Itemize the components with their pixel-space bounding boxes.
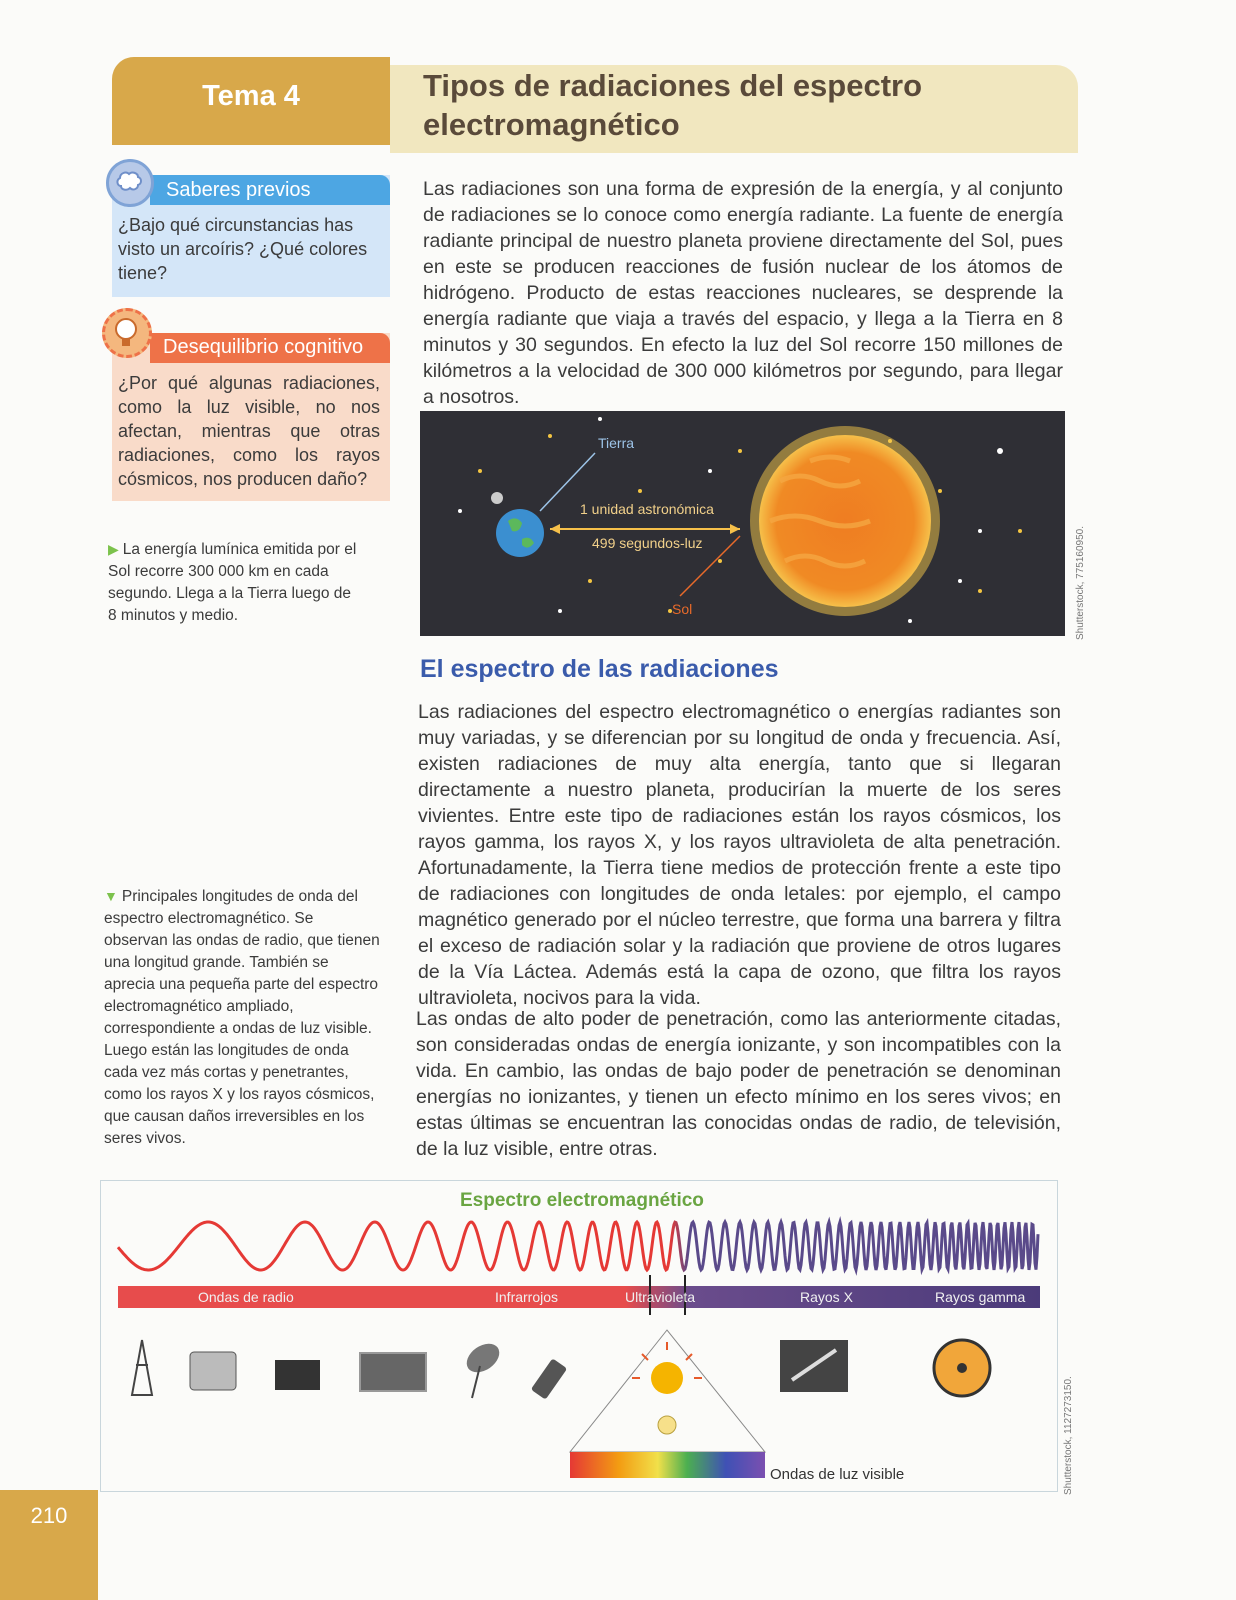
section-paragraph-1: Las radiaciones del espectro electromagnético o energías radiantes son muy variadas, y se diferencian por su longitud de onda y frecuencia. Así, existen radiaciones de muy alta energía, tanto que si llegaran directamente a nuestro planeta, producirían la muerte de los seres vivientes. Entre este tipo de radiaciones están los rayos cósmicos, los rayos gamma, los rayos X, y los rayos ultravioleta de alta penetración. Afortunadamente, la Tierra tiene medios de protección frente a este tipo de radiaciones con longitudes de onda letales: por ejemplo, el campo magnético generado por el núcleo terrestre, que forma una barrera y filtra el exceso de radiación solar y la radiación que proviene de otros lugares de la Vía Láctea. Además está la capa de ozono, que filtra los rayos ultravioleta, nocivos para la vida.: [418, 701, 1061, 1009]
remote-control-icon: [531, 1358, 568, 1399]
desequilibrio-title: Desequilibrio cognitivo: [163, 336, 364, 358]
arrow-right-head: [730, 524, 740, 534]
visible-light-bar: [570, 1452, 765, 1478]
section-paragraph-2: Las ondas de alto poder de penetración, como las anteriormente citadas, son consideradas ondas de energía ionizante, y son incompatibles con la vida. En cambio, las ondas de bajo poder de penetración se denominan energías no ionizantes, y tienen un efecto mínimo en los seres vivos; en estas últimas se encuentran las conocidas ondas de radio, de televisión, de la luz visible, entre otras.: [416, 1008, 1061, 1160]
ua-label: 1 unidad astronómica: [580, 501, 714, 517]
band-infrarrojos: Infrarrojos: [495, 1289, 559, 1305]
satellite-dish-icon: [461, 1338, 504, 1398]
spectrum-credit: Shutterstock, 1127273150.: [1063, 1376, 1074, 1495]
lightbulb-icon: [102, 308, 152, 358]
sun-icon: [651, 1362, 683, 1394]
seconds-label: 499 segundos-luz: [592, 535, 703, 551]
band-rayos-gamma: Rayos gamma: [935, 1289, 1026, 1305]
saberes-previos-title: Saberes previos: [166, 179, 311, 201]
band-ultravioleta: Ultravioleta: [625, 1289, 696, 1305]
page-title: [423, 66, 1063, 144]
sol-label: Sol: [672, 601, 693, 617]
sun-figure-caption: ▶ La energía lumínica emitida por el Sol recorre 300 000 km en cada segundo. Llega a la Tierra luego de 8 minutos y medio.: [108, 541, 357, 624]
triangle-right-icon: ▶: [108, 541, 119, 557]
page-title-line1: Tipos de radiaciones del espectro: [423, 68, 923, 103]
desequilibrio-question: ¿Por qué algunas radiaciones, como la luz visible, no nos afectan, mientras que otras radiaciones, como los rayos cósmicos, nos producen daño?: [118, 373, 380, 489]
radiation-center: [957, 1363, 967, 1373]
earth-shape: [496, 509, 544, 557]
spectrum-title: Espectro electromagnético: [460, 1190, 704, 1211]
page-title-line2: electromagnético: [423, 107, 680, 142]
tema-label: Tema 4: [202, 80, 300, 112]
sun-figure-credit: Shutterstock, 775160950.: [1075, 526, 1086, 640]
stars: [478, 434, 1022, 613]
brain-icon: [106, 159, 154, 207]
section-title: El espectro de las radiaciones: [420, 655, 779, 683]
spectrum-wave: [118, 1222, 1038, 1270]
band-rayos-x: Rayos X: [800, 1289, 853, 1305]
sun-earth-illustration: [420, 411, 1065, 636]
radio-icon: [190, 1352, 236, 1390]
triangle-down-icon: ▼: [104, 888, 118, 904]
tv-icon: [275, 1360, 320, 1390]
tierra-label: Tierra: [598, 435, 635, 451]
page-number: 210: [30, 1503, 68, 1528]
sun-earth-figure: [420, 411, 1065, 636]
intro-paragraph: Las radiaciones son una forma de expresión de la energía, y al conjunto de radiaciones se lo conoce como energía radiante. La fuente de energía radiante principal de nuestro planeta proviene directamente del Sol, pues en este se producen reacciones de fusión nuclear de los átomos de hidrógeno. Producto de estas reacciones nucleares, se desprende la energía radiante que viaja a través del espacio, y llega a la Tierra en 8 minutos y 30 segundos. En efecto la luz del Sol recorre 150 millones de kilómetros a la velocidad de 300 000 kilómetros por segundo, para llegar a nosotros.: [423, 178, 1063, 408]
spectrum-illustration: [100, 1180, 1058, 1492]
radio-tower-icon: [132, 1340, 152, 1395]
microwave-icon: [360, 1353, 426, 1391]
moon-shape: [491, 492, 503, 504]
arrow-left-head: [550, 524, 560, 534]
saberes-previos-question: ¿Bajo qué circunstancias has visto un arcoíris? ¿Qué colores tiene?: [118, 215, 368, 283]
spectrum-figure-caption: ▼ Principales longitudes de onda del espectro electromagnético. Se observan las ondas de radio, que tienen una longitud grande. También se aprecia una pequeña parte del espectro electromagnético ampliado, correspondiente a ondas de luz visible. Luego están las longitudes de onda cada vez más cortas y penetrantes, como los rayos X y los rayos cósmicos, que causan daños irreversibles en los seres vivos.: [104, 888, 380, 1147]
bulb-icon: [658, 1416, 676, 1434]
visible-light-label: Ondas de luz visible: [770, 1466, 905, 1483]
band-ondas-radio: Ondas de radio: [198, 1289, 294, 1305]
